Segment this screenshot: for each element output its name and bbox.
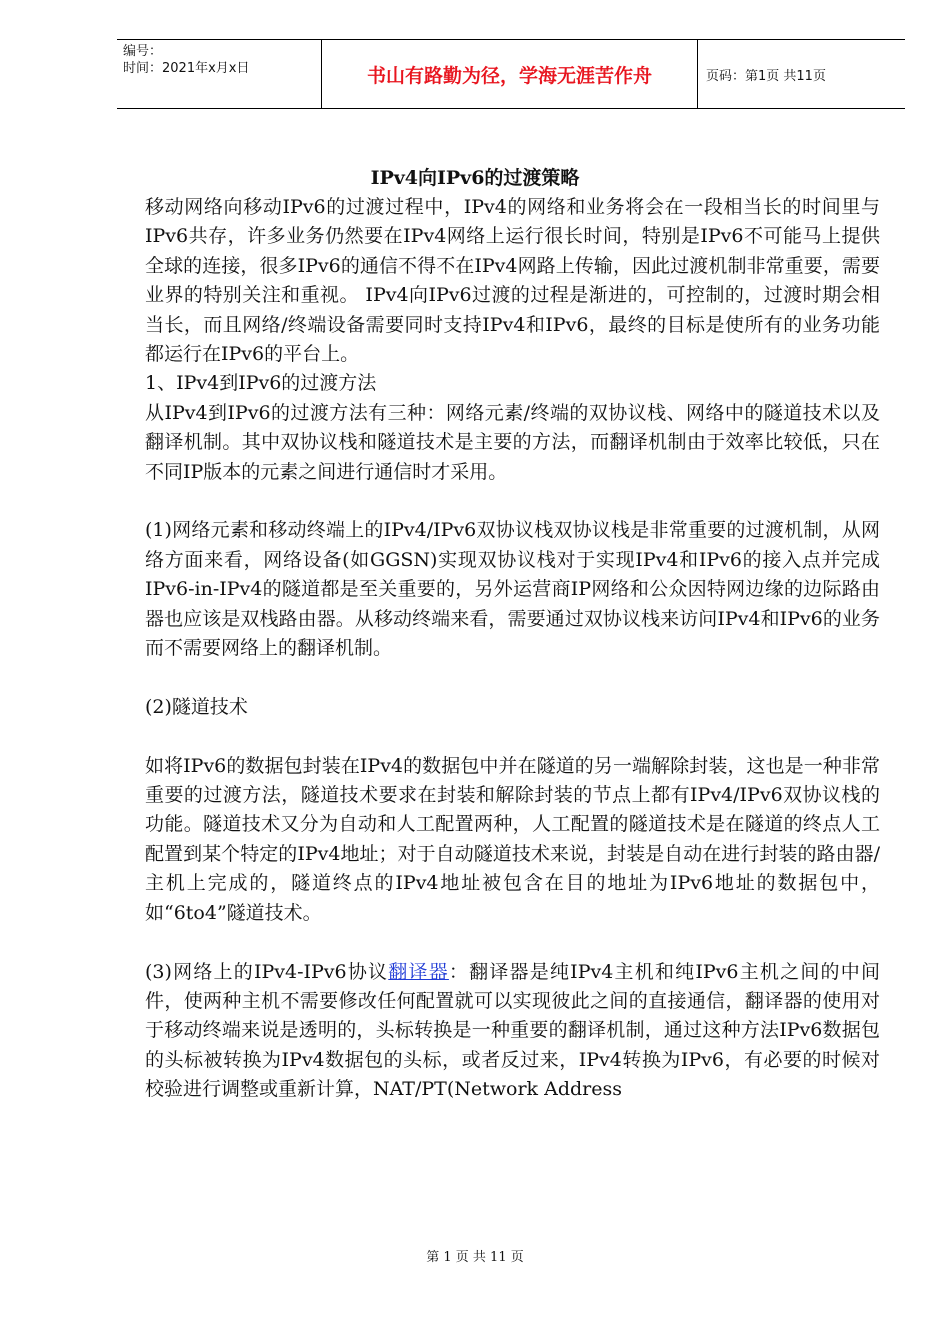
header-page-label: 页码：第1页 共11页	[706, 68, 826, 84]
spacer	[145, 722, 880, 751]
item3-paragraph	[145, 958, 880, 1105]
item1-paragraph: (1)网络元素和移动终端上的IPv4/IPv6双协议栈双协议栈是非常重要的过渡机制，从网络方面来看，网络设备(如GGSN)实现双协议栈对于实现IPv4和IPv6的接入点并完成IPv6-in-IPv4的隧道都是至关重要的，另外运营商IP网络和公众因特网边缘的边际路由器也应该是双栈路由器。从移动终端来看，需要通过双协议栈来访问IPv4和IPv6的业务而不需要网络上的翻译机制。	[145, 519, 880, 660]
item3-prefix: (3)网络上的IPv4-IPv6协议	[145, 960, 389, 983]
page-footer: 第 1 页 共 11 页	[426, 1250, 524, 1265]
translator-link[interactable]: 翻译器	[388, 960, 449, 983]
document-body	[145, 193, 880, 1105]
spacer	[145, 487, 880, 516]
document-title: IPv4向IPv6的过渡策略	[370, 167, 580, 189]
header-meta	[117, 40, 322, 108]
header-number-label: 编号：	[123, 44, 163, 59]
section1-paragraph: 从IPv4到IPv6的过渡方法有三种：网络元素/终端的双协议栈、网络中的隧道技术以及翻译机制。其中双协议栈和隧道技术是主要的方法，而翻译机制由于效率比较低，只在不同IP版本的元素之间进行通信时才采用。	[145, 401, 880, 483]
intro-paragraph: 移动网络向移动IPv6的过渡过程中，IPv4的网络和业务将会在一段相当长的时间里与IPv6共存，许多业务仍然要在IPv4网络上运行很长时间，特别是IPv6不可能马上提供全球的连接，很多IPv6的通信不得不在IPv4网路上传输，因此过渡机制非常重要，需要业界的特别关注和重视。 IPv4向IPv6过渡的过程是渐进的，可控制的，过渡时期会相当长，而且网络/终端设备需要同时支持IPv4和IPv6，最终的目标是使所有的业务功能都运行在IPv6的平台上。	[145, 196, 880, 366]
item2-heading: (2)隧道技术	[145, 695, 248, 718]
page-header	[117, 39, 905, 109]
item3-rest: ：翻译器是纯IPv4主机和纯IPv6主机之间的中间件，使两种主机不需要修改任何配置就可以实现彼此之间的直接通信，翻译器的使用对于移动终端来说是透明的，头标转换是一种重要的翻译机制，通过这种方法IPv6数据包的头标被转换为IPv4数据包的头标，或者反过来，IPv4转换为IPv6，有必要的时候对校验进行调整或重新计算，NAT/PT(Network Address	[145, 960, 880, 1101]
header-time-label: 时间：2021年x月x日	[123, 61, 250, 76]
spacer	[145, 663, 880, 692]
spacer	[145, 928, 880, 957]
item2-paragraph: 如将IPv6的数据包封装在IPv4的数据包中并在隧道的另一端解除封装，这也是一种非常重要的过渡方法，隧道技术要求在封装和解除封装的节点上都有IPv4/IPv6双协议栈的功能。隧道技术又分为自动和人工配置两种，人工配置的隧道技术是在隧道的终点人工配置到某个特定的IPv4地址；对于自动隧道技术来说，封装是自动在进行封装的路由器/主机上完成的，隧道终点的IPv4地址被包含在目的地址为IPv6地址的数据包中，如“6to4”隧道技术。	[145, 754, 880, 924]
header-motto: 书山有路勤为径，学海无涯苦作舟	[322, 40, 698, 108]
section1-heading: 1、IPv4到IPv6的过渡方法	[145, 372, 377, 395]
